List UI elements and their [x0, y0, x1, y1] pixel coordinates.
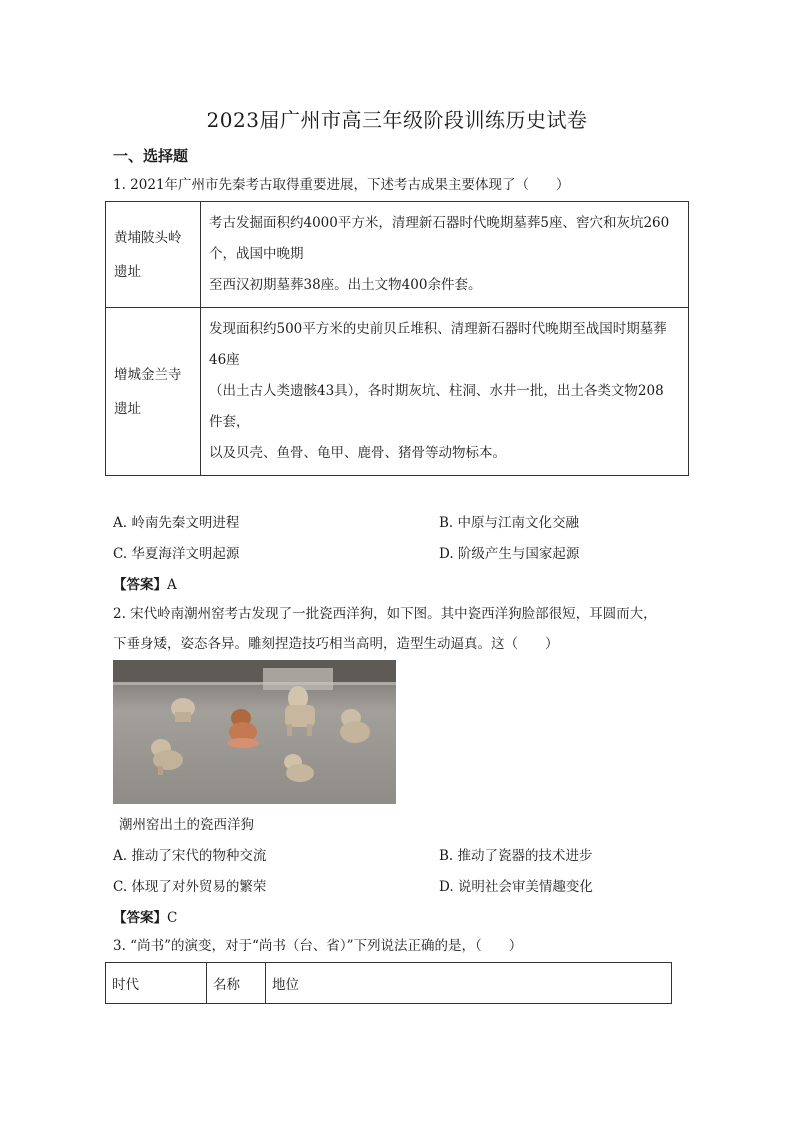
site-cell [106, 202, 201, 308]
description-cell [201, 308, 689, 476]
porcelain-dogs-photo [113, 660, 396, 804]
description-line: 至西汉初期墓葬38座。出土文物400余件套。 [209, 277, 482, 293]
answer-tag: 【答案】 [113, 910, 167, 926]
q3-table [105, 962, 672, 1004]
q2-option-d: D. 说明社会审美情趣变化 [439, 879, 593, 895]
q1-option-d: D. 阶级产生与国家起源 [439, 546, 580, 562]
site-name: 黄埔陂头岭 [114, 229, 182, 246]
description-line: 46座 [209, 352, 240, 368]
q1-answer [113, 573, 177, 593]
q1-option-a: A. 岭南先秦文明进程 [113, 515, 240, 531]
photo-caption: 潮州窑出土的瓷西洋狗 [119, 817, 254, 833]
exam-title: 2023届广州市高三年级阶段训练历史试卷 [206, 108, 588, 132]
site-name: 增城金兰寺 [114, 366, 182, 383]
stem-line: 2. 宋代岭南潮州窑考古发现了一批瓷西洋狗，如下图。其中瓷西洋狗脸部很短，耳圆而大， [113, 606, 657, 622]
description-line: 个，战国中晚期 [209, 246, 304, 262]
q2-option-b: B. 推动了瓷器的技术进步 [439, 848, 593, 864]
description-cell [201, 202, 689, 308]
answer-tag: 【答案】 [113, 577, 167, 593]
q2-option-a: A. 推动了宋代的物种交流 [113, 848, 267, 864]
site-name: 遗址 [114, 400, 141, 417]
description-line: 发现面积约500平方米的史前贝丘堆积、清理新石器时代晚期至战国时期墓葬 [209, 321, 667, 337]
site-cell [106, 308, 201, 476]
q1-stem: 1. 2021年广州市先秦考古取得重要进展，下述考古成果主要体现了（ ） [113, 177, 570, 193]
q2-stem [113, 599, 693, 659]
table-header-row [106, 963, 672, 1004]
column-header: 地位 [266, 963, 672, 1004]
q2-answer [113, 906, 177, 926]
answer-value: C [167, 910, 178, 926]
description-line: （出土古人类遗骸43具），各时期灰坑、柱洞、水井一批，出土各类文物208 [209, 383, 664, 399]
column-header: 时代 [106, 963, 207, 1004]
q1-table [105, 201, 689, 476]
table-row [106, 202, 689, 308]
stem-line: 下垂身矮，姿态各异。雕刻捏造技巧相当高明，造型生动逼真。这（ ） [113, 636, 559, 652]
site-name: 遗址 [114, 263, 141, 280]
table-row [106, 308, 689, 476]
section-heading: 一、选择题 [113, 147, 189, 165]
column-header: 名称 [207, 963, 266, 1004]
answer-value: A [167, 577, 177, 593]
description-line: 件套， [209, 414, 250, 430]
q1-option-b: B. 中原与江南文化交融 [439, 515, 580, 531]
description-line: 考古发掘面积约4000平方米，清理新石器时代晚期墓葬5座、窖穴和灰坑260 [209, 215, 670, 231]
q3-stem: 3. “尚书”的演变，对于“尚书（台、省）”下列说法正确的是，（ ） [113, 938, 523, 954]
description-line: 以及贝壳、鱼骨、龟甲、鹿骨、猪骨等动物标本。 [209, 445, 506, 461]
q1-option-c: C. 华夏海洋文明起源 [113, 546, 240, 562]
q2-option-c: C. 体现了对外贸易的繁荣 [113, 879, 267, 895]
